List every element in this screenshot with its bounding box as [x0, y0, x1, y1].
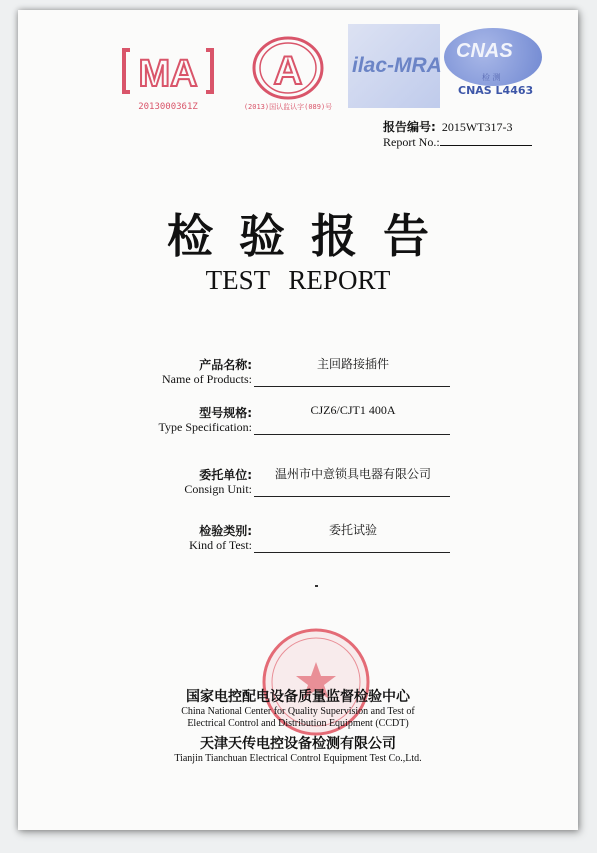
cnas-number: CNAS L4463 [458, 84, 534, 97]
cma-logo [116, 40, 220, 112]
page-title-zh: 检验报告 [167, 209, 455, 263]
org-name-zh-2: 天津天传电控设备检测有限公司 [200, 736, 396, 752]
field-underline [254, 434, 450, 435]
cal-code: (2013)国认监认字(089)号 [243, 103, 333, 111]
page-title-en: TEST REPORT [205, 265, 391, 295]
field-underline [254, 496, 450, 497]
cma-code: 2013000361Z [138, 102, 198, 112]
field-type-spec [118, 404, 478, 444]
cal-logo [230, 32, 346, 112]
report-number-value: 2015WT317-3 [441, 120, 513, 134]
report-number-underline [440, 135, 532, 146]
field-label-en: Kind of Test: [189, 538, 252, 552]
field-value: CJZ6/CJT1 400A [310, 403, 396, 417]
field-label-en: Name of Products: [162, 372, 252, 386]
field-label-en: Type Specification: [158, 420, 252, 434]
field-consign-unit [118, 466, 478, 506]
field-underline [254, 386, 450, 387]
field-label-en: Consign Unit: [184, 482, 252, 496]
ilac-mra-text: ilac-MRA [352, 54, 442, 77]
cal-mark-icon [230, 32, 346, 102]
org-name-en-1-line1: China National Center for Quality Supervision and Test of [181, 706, 415, 717]
cnas-logo-text: CNAS [456, 40, 513, 62]
field-kind-of-test [118, 522, 478, 562]
report-cover-page [18, 10, 578, 830]
cal-mark-text: A [273, 49, 303, 93]
org-name-en-1 [18, 706, 578, 730]
cma-mark-text: MA [138, 53, 198, 95]
field-label-zh: 检验类别: [199, 524, 252, 538]
org-name-zh-1: 国家电控配电设备质量监督检验中心 [186, 689, 410, 705]
field-value: 主回路接插件 [316, 357, 389, 371]
report-number-label-en: Report No.: [383, 135, 440, 149]
report-number-block [383, 118, 532, 150]
org-name-en-2: Tianjin Tianchuan Electrical Control Equipment Test Co.,Ltd. [174, 753, 422, 764]
field-label-zh: 型号规格: [199, 406, 252, 420]
field-label-zh: 委托单位: [199, 468, 252, 482]
field-label-zh: 产品名称: [199, 358, 252, 372]
field-underline [254, 552, 450, 553]
org-name-en-1-line2: Electrical Control and Distribution Equipment (CCDT) [187, 718, 409, 729]
field-value: 委托试验 [328, 523, 377, 537]
cnas-sub-text: 检 测 [482, 73, 501, 82]
report-number-label-zh: 报告编号: [383, 120, 436, 134]
ink-dot [315, 585, 318, 587]
cma-mark-icon [116, 40, 220, 102]
field-value: 温州市中意锁具电器有限公司 [274, 467, 431, 481]
ilac-cnas-logos [348, 24, 560, 116]
field-product-name [118, 356, 478, 396]
